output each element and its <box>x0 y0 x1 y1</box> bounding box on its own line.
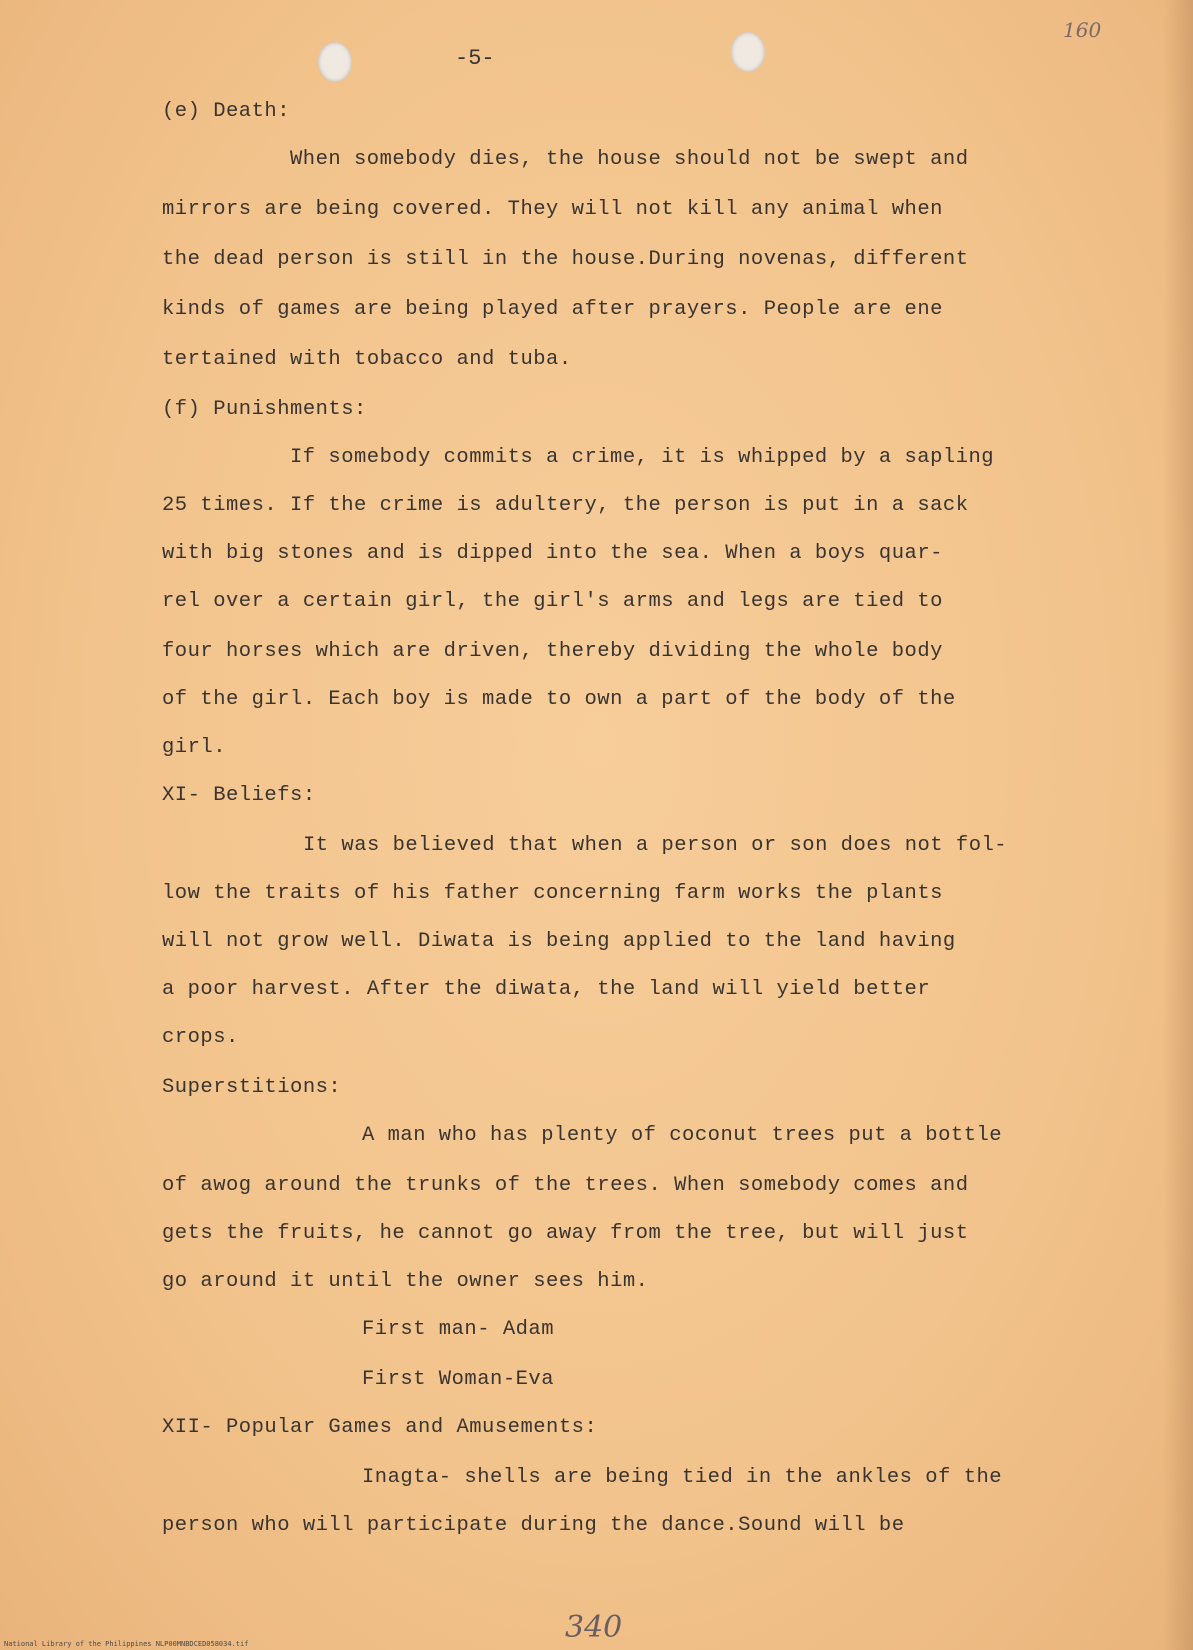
text-line: of the girl. Each boy is made to own a part of the body of the <box>162 688 956 711</box>
text-line: mirrors are being covered. They will not kill any animal when <box>162 198 943 221</box>
text-line: Inagta- shells are being tied in the ankles of the <box>362 1466 1003 1489</box>
text-line: rel over a certain girl, the girl's arms and legs are tied to <box>162 590 943 613</box>
text-line: If somebody commits a crime, it is whipped by a sapling <box>290 446 995 469</box>
text-line: girl. <box>162 736 227 759</box>
section-heading-games: XII- Popular Games and Amusements: <box>162 1416 598 1439</box>
handwritten-folio-number: 160 <box>1063 18 1102 42</box>
punch-hole-right <box>731 32 765 72</box>
page-number: -5- <box>455 46 495 71</box>
text-line: with big stones and is dipped into the sea. When a boys quar- <box>162 542 943 565</box>
text-line: kinds of games are being played after prayers. People are ene <box>162 298 943 321</box>
text-line: gets the fruits, he cannot go away from the tree, but will just <box>162 1222 969 1245</box>
text-line: When somebody dies, the house should not be swept and <box>290 148 969 171</box>
section-heading-death: (e) Death: <box>162 100 291 123</box>
section-heading-punishments: (f) Punishments: <box>162 398 367 421</box>
text-line: low the traits of his father concerning farm works the plants <box>162 882 943 905</box>
text-line: a poor harvest. After the diwata, the land will yield better <box>162 978 931 1001</box>
handwritten-bottom-number: 340 <box>565 1610 623 1645</box>
section-heading-superstitions: Superstitions: <box>162 1076 342 1099</box>
text-line: First man- Adam <box>362 1318 555 1341</box>
text-line: will not grow well. Diwata is being applied to the land having <box>162 930 956 953</box>
text-line: A man who has plenty of coconut trees put a bottle <box>362 1124 1003 1147</box>
text-line: the dead person is still in the house.During novenas, different <box>162 248 969 271</box>
text-line: person who will participate during the dance.Sound will be <box>162 1514 905 1537</box>
text-line: It was believed that when a person or son does not fol- <box>303 834 1008 857</box>
text-line: 25 times. If the crime is adultery, the person is put in a sack <box>162 494 969 517</box>
text-line: go around it until the owner sees him. <box>162 1270 649 1293</box>
text-line: of awog around the trunks of the trees. When somebody comes and <box>162 1174 969 1197</box>
page-edge-shadow <box>1163 0 1193 1650</box>
punch-hole-left <box>318 42 352 82</box>
section-heading-beliefs: XI- Beliefs: <box>162 784 316 807</box>
archive-footer-caption: National Library of the Philippines NLP00MNBDCED058034.tif <box>4 1640 249 1648</box>
text-line: four horses which are driven, thereby dividing the whole body <box>162 640 943 663</box>
text-line: crops. <box>162 1026 239 1049</box>
text-line: First Woman-Eva <box>362 1368 555 1391</box>
text-line: tertained with tobacco and tuba. <box>162 348 572 371</box>
